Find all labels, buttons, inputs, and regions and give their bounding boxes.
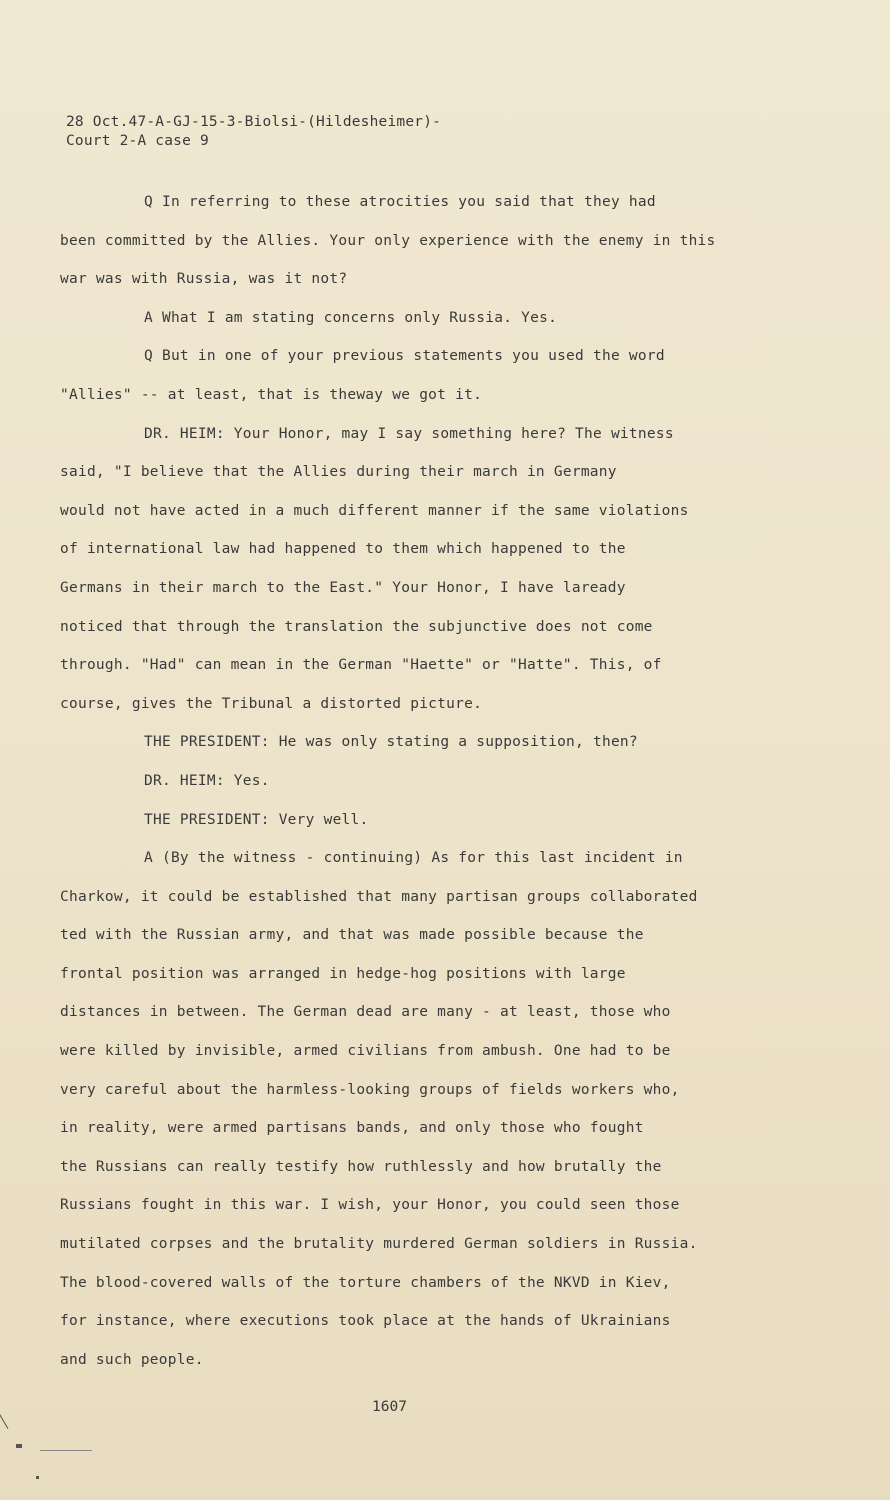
transcript-line: would not have acted in a much different manner if the same violations [60, 502, 689, 519]
transcript-line: "Allies" -- at least, that is theway we got it. [60, 386, 483, 403]
transcript-line: said, "I believe that the Allies during their march in Germany [60, 464, 617, 481]
transcript-line: war was with Russia, was it not? [60, 271, 348, 288]
transcript-line: Charkow, it could be established that many partisan groups collaborated [60, 888, 698, 905]
transcript-line: DR. HEIM: Yes. [144, 772, 270, 789]
transcript-line: DR. HEIM: Your Honor, may I say something here? The witness [144, 425, 674, 442]
transcript-line: mutilated corpses and the brutality murdered German soldiers in Russia. [60, 1236, 698, 1253]
transcript-line: distances in between. The German dead are many - at least, those who [60, 1004, 671, 1021]
transcript-line: course, gives the Tribunal a distorted picture. [60, 695, 483, 712]
transcript-line: in reality, were armed partisans bands, and only those who fought [60, 1120, 644, 1137]
transcript-line: noticed that through the translation the subjunctive does not come [60, 618, 653, 635]
transcript-line: ted with the Russian army, and that was made possible because the [60, 927, 644, 944]
margin-mark [16, 1444, 22, 1448]
margin-mark [40, 1450, 92, 1451]
header-line-1: 28 Oct.47-A-GJ-15-3-Biolsi-(Hildesheimer)- [66, 114, 442, 130]
transcript-line: frontal position was arranged in hedge-hog positions with large [60, 965, 626, 982]
transcript-line: THE PRESIDENT: Very well. [144, 811, 369, 828]
margin-mark [0, 1413, 8, 1429]
transcript-line: through. "Had" can mean in the German "Haette" or "Hatte". This, of [60, 657, 662, 674]
transcript-line: A (By the witness - continuing) As for this last incident in [144, 850, 683, 867]
transcript-line: THE PRESIDENT: He was only stating a supposition, then? [144, 734, 638, 751]
document-header [66, 113, 441, 151]
transcript-line: Q In referring to these atrocities you said that they had [144, 194, 656, 210]
transcript-line: Germans in their march to the East." Your Honor, I have laready [60, 579, 626, 596]
transcript-line: were killed by invisible, armed civilians from ambush. One had to be [60, 1043, 671, 1060]
transcript-line: for instance, where executions took place at the hands of Ukrainians [60, 1313, 671, 1330]
transcript-line: Russians fought in this war. I wish, your Honor, you could seen those [60, 1197, 680, 1214]
transcript-line: The blood-covered walls of the torture chambers of the NKVD in Kiev, [60, 1274, 671, 1291]
transcript-line: of international law had happened to them which happened to the [60, 541, 626, 558]
transcript-line: been committed by the Allies. Your only experience with the enemy in this [60, 232, 716, 249]
transcript-line: very careful about the harmless-looking groups of fields workers who, [60, 1081, 680, 1098]
transcript-line: and such people. [60, 1351, 204, 1368]
transcript-body [60, 188, 780, 1384]
transcript-line: Q But in one of your previous statements you used the word [144, 348, 665, 365]
transcript-line: the Russians can really testify how ruthlessly and how brutally the [60, 1158, 662, 1175]
margin-mark [36, 1476, 39, 1479]
header-line-2: Court 2-A case 9 [66, 133, 209, 149]
transcript-line: A What I am stating concerns only Russia. Yes. [144, 309, 558, 326]
page-number: 1607 [372, 1399, 407, 1415]
